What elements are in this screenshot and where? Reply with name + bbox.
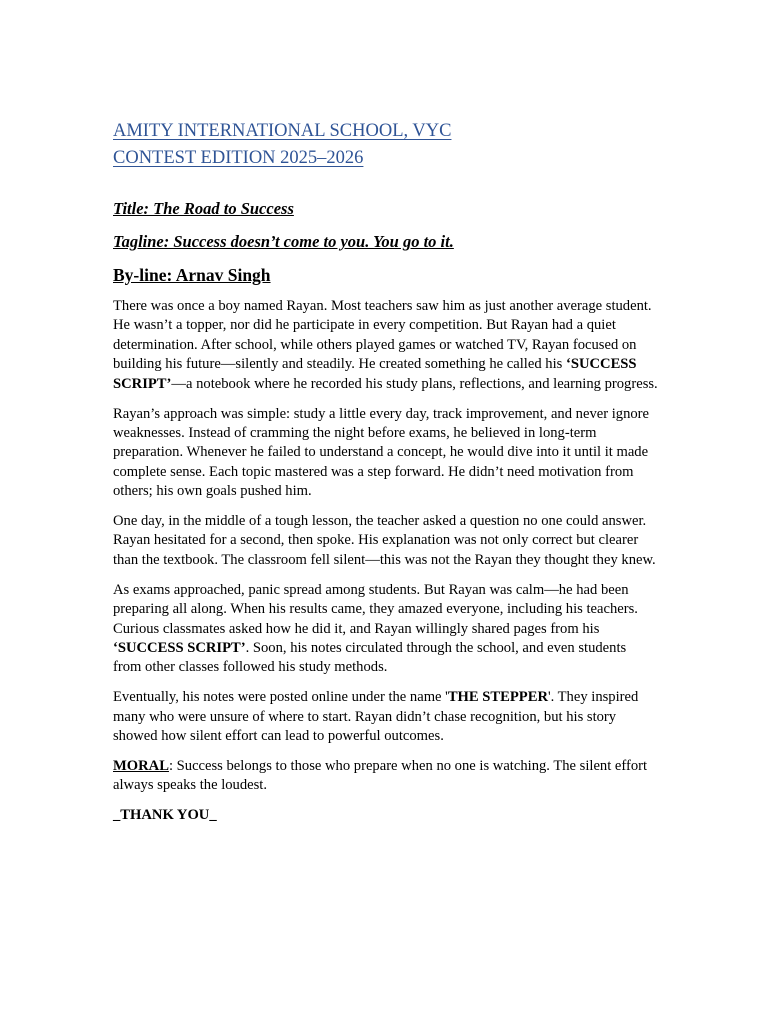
- paragraph-1-text-b: —a notebook where he recorded his study plans, reflections, and learning progress.: [171, 375, 658, 392]
- story-byline: By-line: Arnav Singh: [113, 265, 271, 285]
- moral-paragraph: [113, 757, 658, 796]
- spacer: [113, 172, 658, 197]
- paragraph-5-text-b: '. They inspired many who were unsure of where to start. Rayan didn’t chase recognition, but his story showed how silent effort can lead to powerful outcomes.: [113, 689, 639, 745]
- paragraph-4-text-a: As exams approached, panic spread among students. But Rayan was calm—he had been preparing all along. When his results came, they amazed everyone, including his teachers. Curious classmates asked how he did it, and Rayan willingly shared pages from his: [113, 581, 638, 637]
- paragraph-1: [113, 297, 658, 394]
- paragraph-4: [113, 581, 658, 678]
- paragraph-1-text-a: There was once a boy named Rayan. Most teachers saw him as just another average student. He wasn’t a topper, nor did he participate in every competition. But Rayan had a quiet determination. After school, while others played games or watched TV, Rayan focused on building his future—silently and steadily. He created something he called his: [113, 298, 652, 373]
- closing-thank-you: _THANK YOU_: [113, 807, 217, 824]
- story-title: Title: The Road to Success: [113, 199, 294, 218]
- paragraph-3: One day, in the middle of a tough lesson, the teacher asked a question no one could answer. Rayan hesitated for a second, then spoke. His explanation was not only correct but clearer than the textbook. The classroom fell silent—this was not the Rayan they thought they knew.: [113, 513, 656, 568]
- success-script-emphasis: ‘SUCCESS SCRIPT’: [113, 640, 246, 656]
- paragraph-5: [113, 688, 658, 746]
- school-name-heading: AMITY INTERNATIONAL SCHOOL, VYC: [113, 121, 452, 141]
- paragraph-2: Rayan’s approach was simple: study a little every day, track improvement, and never ignore weaknesses. Instead of cramming the night before exams, he believed in long-term preparation. Whenever he failed to understand a concept, he would dive into it until it made complete sense. Each topic mastered was a step forward. He didn’t need motivation from others; his own goals pushed him.: [113, 405, 650, 500]
- the-stepper-emphasis: THE STEPPER: [447, 689, 548, 706]
- paragraph-4-text-b: . Soon, his notes circulated through the school, and even students from other classes followed his study methods.: [113, 640, 627, 676]
- paragraph-5-text-a: Eventually, his notes were posted online under the name ': [113, 689, 448, 706]
- story-tagline: Tagline: Success doesn’t come to you. You go to it.: [113, 232, 454, 251]
- document-body: [113, 118, 658, 826]
- contest-edition-heading: CONTEST EDITION 2025–2026: [113, 148, 364, 168]
- success-script-emphasis: ‘SUCCESS SCRIPT’: [113, 356, 637, 392]
- moral-text: : Success belongs to those who prepare when no one is watching. The silent effort always speaks the loudest.: [113, 758, 648, 794]
- moral-label: MORAL: [113, 758, 169, 775]
